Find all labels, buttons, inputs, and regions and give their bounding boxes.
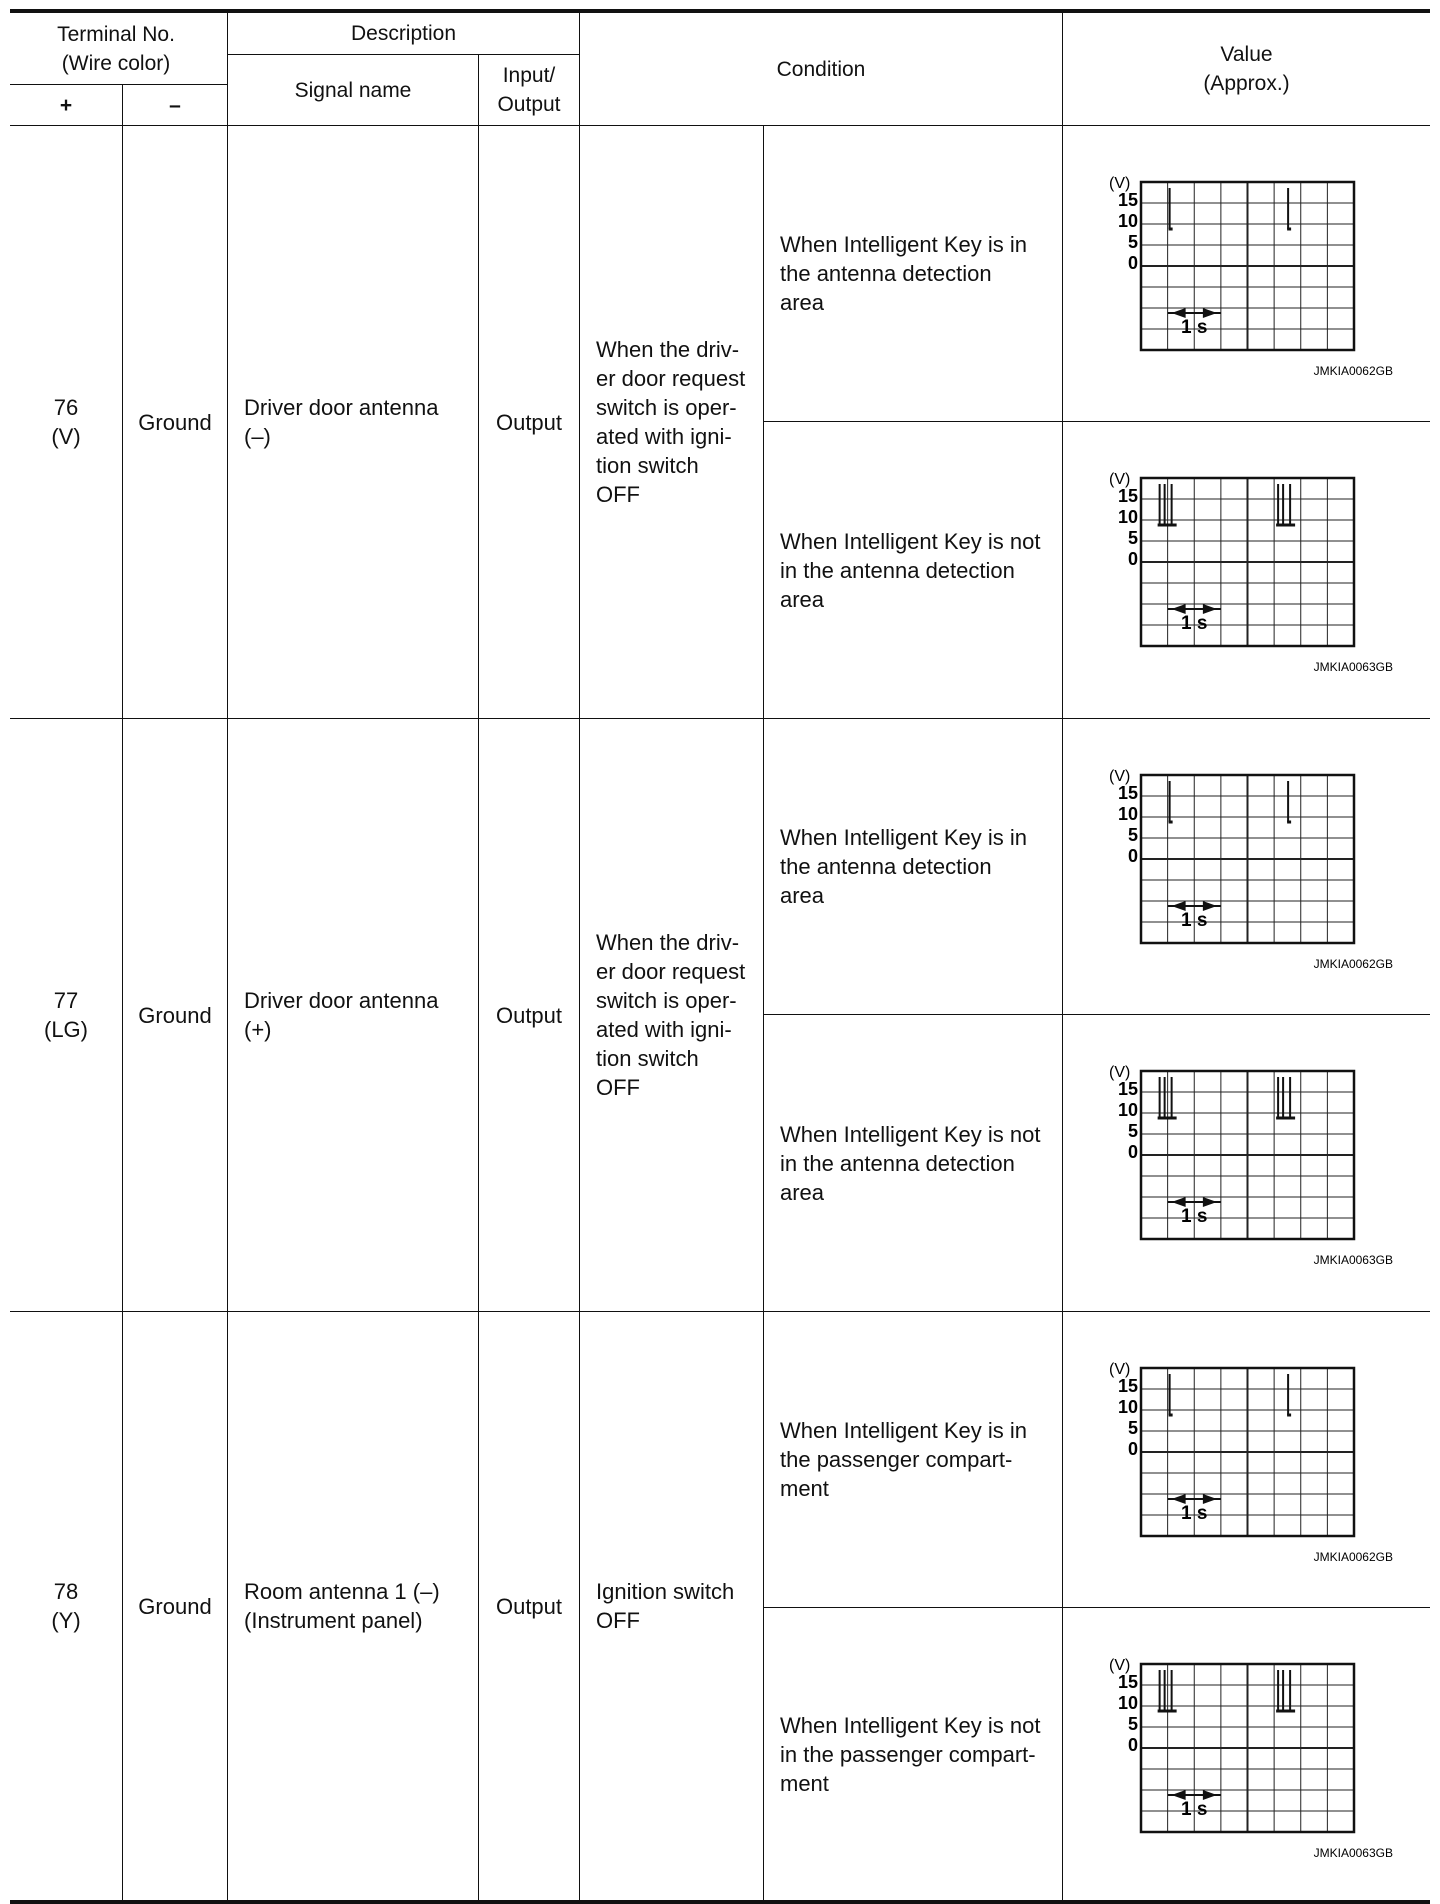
io-value: Output xyxy=(495,1593,563,1619)
signal-name: Room antenna 1 (–) (Instrument panel) xyxy=(244,1579,440,1633)
state-text: When Intelligent Key is in the antenna detection area xyxy=(780,825,1028,908)
figure-code: JMKIA0063GB xyxy=(1313,1846,1393,1860)
time-scale-label: 1 s xyxy=(1181,910,1208,931)
waveform-graph xyxy=(1105,761,1395,971)
y-tick-label: 10 xyxy=(1117,1100,1138,1120)
column-rule xyxy=(1062,9,1063,1902)
y-tick-label: 10 xyxy=(1117,507,1138,527)
io-cell xyxy=(479,126,579,718)
signal-cell xyxy=(228,719,478,1311)
table-bottom-rule xyxy=(10,1900,1430,1904)
signal-name-header xyxy=(228,55,478,125)
y-tick-label: 15 xyxy=(1117,1672,1138,1692)
plus-label: + xyxy=(59,93,73,117)
condition-header xyxy=(580,13,1062,125)
io-value: Output xyxy=(495,409,563,435)
wire-color-label: (Wire color) xyxy=(61,51,171,75)
io-cell xyxy=(479,719,579,1311)
voltage-unit-label: (V) xyxy=(1109,1361,1131,1378)
condition-cell xyxy=(580,126,763,718)
state-cell xyxy=(764,1312,1062,1607)
y-tick-label: 5 xyxy=(1127,1418,1138,1438)
figure-code: JMKIA0063GB xyxy=(1313,660,1393,674)
signal-name-label: Signal name xyxy=(294,78,412,102)
voltage-unit-label: (V) xyxy=(1109,1657,1131,1674)
y-tick-label: 10 xyxy=(1117,211,1138,231)
y-tick-label: 15 xyxy=(1117,1079,1138,1099)
signal-cell xyxy=(228,126,478,718)
condition-cell xyxy=(580,719,763,1311)
time-scale-label: 1 s xyxy=(1181,1503,1208,1524)
y-tick-label: 15 xyxy=(1117,1376,1138,1396)
signal-cell xyxy=(228,1312,478,1900)
minus-value: Ground xyxy=(138,1002,212,1028)
plus-header xyxy=(10,85,122,125)
condition-text: When the driv- er door request switch is oper- ated with igni- tion switch OFF xyxy=(596,930,746,1100)
minus-cell xyxy=(123,1312,227,1900)
terminal-header xyxy=(10,13,222,84)
figure-code: JMKIA0062GB xyxy=(1313,957,1393,971)
y-tick-label: 0 xyxy=(1127,846,1138,866)
signal-name: Driver door antenna (+) xyxy=(244,988,439,1042)
y-tick-label: 5 xyxy=(1127,232,1138,252)
condition-text: Ignition switch OFF xyxy=(596,1579,735,1633)
waveform-graph xyxy=(1105,1354,1395,1564)
waveform-graph xyxy=(1105,168,1395,378)
wire-color: (Y) xyxy=(51,1608,81,1633)
time-scale-label: 1 s xyxy=(1181,1799,1208,1820)
terminal-cell xyxy=(10,126,122,718)
y-tick-label: 15 xyxy=(1117,190,1138,210)
value-label-2: (Approx.) xyxy=(1203,72,1290,95)
wire-color: (V) xyxy=(51,424,81,449)
value-header xyxy=(1063,13,1430,125)
minus-label: – xyxy=(169,93,181,117)
minus-cell xyxy=(123,719,227,1311)
input-output-header xyxy=(479,55,579,125)
signal-name: Driver door antenna (–) xyxy=(244,395,439,449)
state-text: When Intelligent Key is not in the antenna detection area xyxy=(780,528,1041,612)
minus-header xyxy=(123,85,227,125)
waveform-graph xyxy=(1105,1650,1395,1860)
figure-code: JMKIA0062GB xyxy=(1313,364,1393,378)
condition-label: Condition xyxy=(776,57,866,81)
y-tick-label: 10 xyxy=(1117,1693,1138,1713)
voltage-unit-label: (V) xyxy=(1109,471,1131,488)
terminal-cell xyxy=(10,719,122,1311)
y-tick-label: 5 xyxy=(1127,528,1138,548)
voltage-unit-label: (V) xyxy=(1109,175,1131,192)
waveform-graph xyxy=(1105,1057,1395,1267)
terminal-number: 78 xyxy=(53,1579,79,1604)
time-scale-label: 1 s xyxy=(1181,613,1208,634)
y-tick-label: 15 xyxy=(1117,486,1138,506)
state-cell xyxy=(764,422,1062,718)
io-value: Output xyxy=(495,1002,563,1028)
state-cell xyxy=(764,126,1062,421)
input-output-label-2: Output xyxy=(497,93,561,116)
voltage-unit-label: (V) xyxy=(1109,1064,1131,1081)
time-scale-label: 1 s xyxy=(1181,1206,1208,1227)
wire-color: (LG) xyxy=(44,1017,88,1042)
terminal-number: 77 xyxy=(53,988,79,1013)
terminal-no-label: Terminal No. xyxy=(57,22,175,46)
waveform-graph xyxy=(1105,464,1395,674)
state-text: When Intelligent Key is in the antenna detection area xyxy=(780,232,1028,315)
y-tick-label: 10 xyxy=(1117,804,1138,824)
y-tick-label: 5 xyxy=(1127,825,1138,845)
terminal-number: 76 xyxy=(53,395,79,420)
input-output-label-1: Input/ xyxy=(502,64,556,87)
description-label: Description xyxy=(350,22,457,45)
y-tick-label: 0 xyxy=(1127,549,1138,569)
state-cell xyxy=(764,719,1062,1014)
state-cell xyxy=(764,1608,1062,1900)
y-tick-label: 0 xyxy=(1127,1735,1138,1755)
y-tick-label: 5 xyxy=(1127,1121,1138,1141)
state-text: When Intelligent Key is not in the passenger compart- ment xyxy=(780,1712,1041,1796)
io-cell xyxy=(479,1312,579,1900)
figure-code: JMKIA0063GB xyxy=(1313,1253,1393,1267)
y-tick-label: 0 xyxy=(1127,1142,1138,1162)
condition-text: When the driv- er door request switch is oper- ated with igni- tion switch OFF xyxy=(596,337,746,507)
y-tick-label: 5 xyxy=(1127,1714,1138,1734)
voltage-unit-label: (V) xyxy=(1109,768,1131,785)
state-cell xyxy=(764,1015,1062,1311)
value-label-1: Value xyxy=(1220,43,1273,66)
y-tick-label: 0 xyxy=(1127,1439,1138,1459)
minus-cell xyxy=(123,126,227,718)
time-scale-label: 1 s xyxy=(1181,317,1208,338)
y-tick-label: 0 xyxy=(1127,253,1138,273)
y-tick-label: 15 xyxy=(1117,783,1138,803)
minus-value: Ground xyxy=(138,409,212,435)
state-text: When Intelligent Key is in the passenger compart- ment xyxy=(780,1418,1028,1501)
state-text: When Intelligent Key is not in the antenna detection area xyxy=(780,1121,1041,1205)
minus-value: Ground xyxy=(138,1593,212,1619)
terminal-cell xyxy=(10,1312,122,1900)
description-header xyxy=(228,13,579,54)
condition-cell xyxy=(580,1312,763,1900)
figure-code: JMKIA0062GB xyxy=(1313,1550,1393,1564)
y-tick-label: 10 xyxy=(1117,1397,1138,1417)
